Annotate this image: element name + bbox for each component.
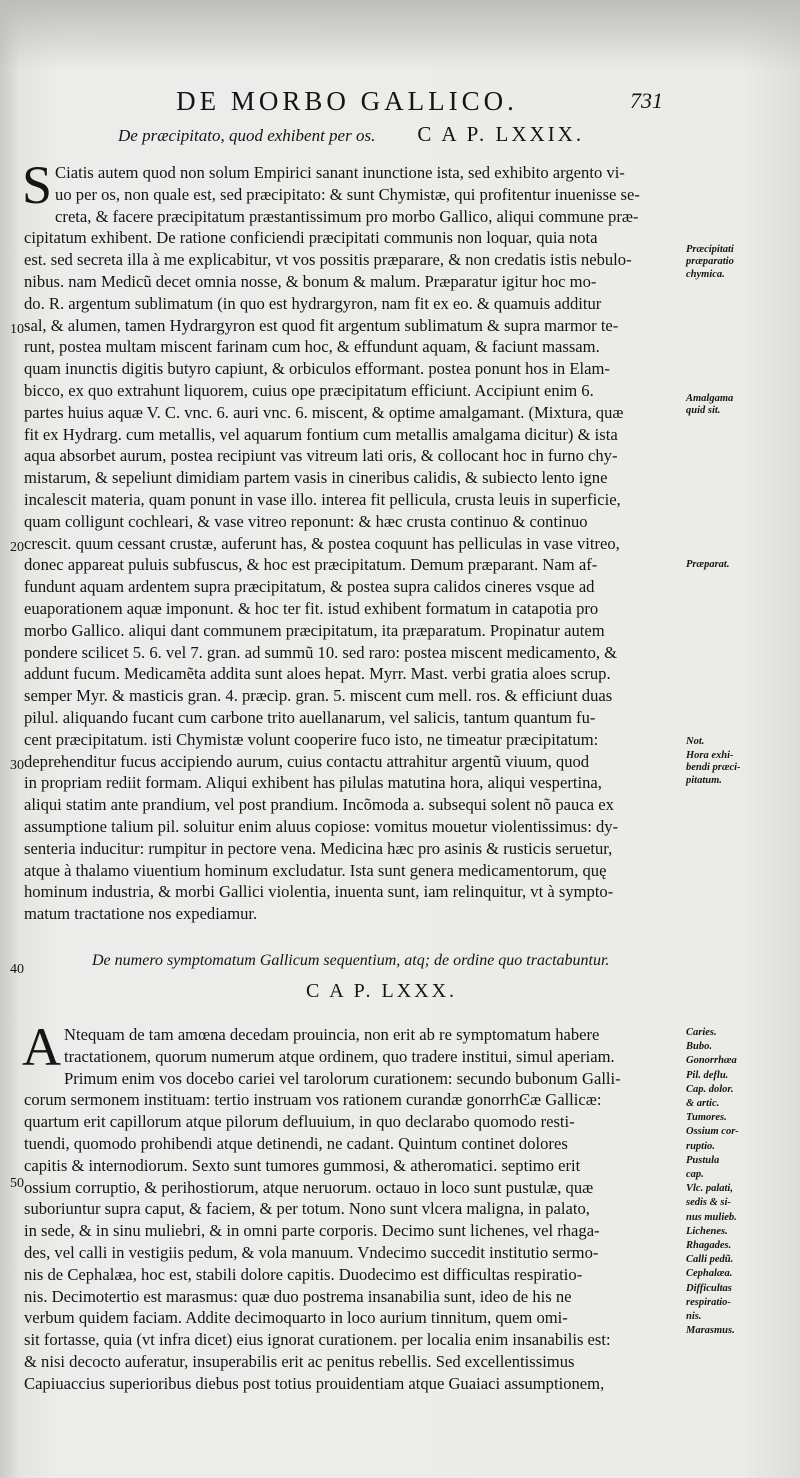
margin-note-line: Cephalæa.	[686, 1268, 733, 1280]
text-line-content: pilul. aliquando fucant cum carbone trito auellanarum, vel salicis, tantum quantum fu-	[24, 707, 596, 727]
text-line	[24, 1373, 680, 1395]
chapter-79-text	[22, 155, 680, 925]
text-line	[24, 620, 680, 642]
text-line	[24, 1133, 680, 1155]
text-line-content: cent præcipitatum. isti Chymistæ volunt cooperire fuco isto, ne timeatur præcipitatum:	[24, 729, 599, 749]
text-line	[64, 1068, 680, 1090]
text-line	[24, 249, 680, 271]
text-line	[24, 554, 680, 576]
text-line	[24, 751, 680, 773]
drop-cap: S	[22, 155, 53, 215]
text-line	[24, 772, 680, 794]
text-line	[24, 1220, 680, 1242]
margin-note-line: bendi præci-	[686, 762, 741, 774]
margin-note-line: pitatum.	[686, 774, 722, 786]
running-header	[0, 86, 690, 120]
text-line	[64, 1046, 680, 1068]
text-line-content: partes huius aquæ V. C. vnc. 6. auri vnc. 6. miscent, & optime amalgamant. (Mixtura, quæ	[24, 402, 624, 422]
line-number-30: 30	[10, 758, 24, 773]
chapter-79-heading	[118, 122, 584, 147]
text-line	[24, 271, 680, 293]
margin-note-line: Tumores.	[686, 1112, 727, 1124]
text-line	[24, 707, 680, 729]
text-line	[24, 1242, 680, 1264]
text-line	[24, 729, 680, 751]
running-title: DE MORBO GALLICO.	[176, 86, 518, 116]
text-line	[24, 881, 680, 903]
margin-note-line: respiratio-	[686, 1296, 731, 1308]
text-line-content: Capiuaccius superioribus diebus post totius prouidentiam atque Guaiaci assumptionem,	[24, 1373, 605, 1393]
text-line	[24, 489, 680, 511]
text-line-content: bicco, ex quo extrahunt liquorem, cuius ope præcipitatum efficiunt. Accipiunt enim 6.	[24, 380, 594, 400]
text-line	[24, 358, 680, 380]
line-number-50: 50	[10, 1176, 24, 1191]
text-line	[24, 511, 680, 533]
text-line-content: capitis & internodiorum. Sexto sunt tumores gummosi, & atheromatici. septimo erit	[24, 1155, 581, 1175]
text-line	[24, 1198, 680, 1220]
text-line-content: hominum industria, & morbi Gallici violentia, inuenta sunt, iam relinquitur, vt à sympto-	[24, 882, 614, 902]
margin-note-line: Præparat.	[686, 559, 730, 570]
margin-note-line: Difficultas	[686, 1282, 732, 1294]
text-line-content: addunt fucum. Medicamẽta addita sunt aloes hepat. Myrr. Mast. verbi gratia aloes scrup.	[24, 664, 611, 684]
text-line	[24, 838, 680, 860]
text-line-content: quartum erit capillorum atque pilorum defluuium, in quo declarabo quomodo resti-	[24, 1112, 575, 1132]
text-line-content: Ntequam de tam amœna decedam prouincia, non erit ab re symptomatum habere	[64, 1025, 600, 1044]
page-number: 731	[630, 88, 663, 113]
text-line-content: atque à thalamo viuentium hominum excludatur. Ista sunt genera medicamentorum, quę	[24, 860, 607, 880]
margin-note-line: nis.	[686, 1311, 702, 1323]
text-line	[24, 315, 680, 337]
text-line	[24, 1307, 680, 1329]
text-line-content: aliqui statim ante prandium, vel post prandium. Incõmoda a. subsequi solent nõ pauca ex	[24, 795, 614, 815]
margin-note-line: Lichenes.	[686, 1225, 728, 1237]
text-line	[55, 206, 680, 228]
text-line-content: in sede, & in sinu muliebri, & in omni parte corporis. Decimo sunt lichenes, vel rhaga-	[24, 1221, 600, 1241]
text-line	[24, 1329, 680, 1351]
text-line	[24, 794, 680, 816]
text-line	[24, 1264, 680, 1286]
text-line-content: assumptione talium pil. soluitur enim aluus copiose: vomitus mouetur violentissimus: dy-	[24, 816, 619, 836]
chapter-80-text	[22, 1017, 680, 1395]
text-line	[24, 1177, 680, 1199]
text-line-content: tuendi, quomodo prohibendi atque detinendi, ne cadant. Quintum continet dolores	[24, 1133, 568, 1153]
line-number-20: 20	[10, 540, 24, 555]
margin-note-line: Rhagades.	[686, 1240, 732, 1252]
margin-note-line: Caries.	[686, 1027, 717, 1038]
margin-note-line: Vlc. palati,	[686, 1183, 733, 1195]
text-line-content: Primum enim vos docebo cariei vel tarolorum curationem: secundo bubonum Galli-	[64, 1068, 621, 1088]
chapter-80-number: C A P. LXXX.	[306, 980, 458, 1002]
chapter-79-subtitle: De præcipitato, quod exhibent per os.	[118, 126, 376, 145]
margin-note-line: Hora exhi-	[686, 750, 734, 761]
margin-note-line: cap.	[686, 1169, 704, 1181]
text-line-content: nis de Cephalæa, hoc est, stabili dolore capitis. Duodecimo est difficultas respiratio-	[24, 1264, 583, 1284]
margin-note-praeparat	[686, 559, 796, 571]
text-line-content: ossium corruptio, & perihostiorum, atque neruorum. octauo in loco sunt pustulæ, quæ	[24, 1177, 594, 1197]
margin-note-line: Amalgama	[686, 393, 734, 404]
text-line	[24, 380, 680, 402]
margin-note-line: sedis & si-	[686, 1197, 731, 1209]
margin-note-line: & artic.	[686, 1098, 720, 1110]
text-line-content: quam colligunt cochleari, & vase vitreo reponunt: & hæc crusta continuo & continuo	[24, 511, 588, 531]
text-line	[24, 1111, 680, 1133]
margin-note-line: Pustula	[686, 1154, 720, 1166]
margin-note-praecipitati	[686, 244, 796, 281]
margin-note-not	[686, 736, 796, 748]
text-line-content: aqua absorbet aurum, postea recipiunt vas vitreum lati oris, & collocant hoc in furno chy-	[24, 446, 618, 466]
text-line-content: crescit. quum cessant crustæ, auferunt has, & postea coquunt has pelliculas in vase vitreo,	[24, 533, 620, 553]
text-line-content: verbum quidem faciam. Addite decimoquarto in loco aurium tinnitum, quem omi-	[24, 1308, 568, 1328]
margin-note-line: Præcipitati	[686, 244, 734, 255]
text-line-content: senteria inducitur: rumpitur in pectore vena. Medicina hæc pro asinis & rusticis seruetur,	[24, 838, 613, 858]
text-line	[24, 903, 680, 925]
text-line	[24, 1351, 680, 1373]
margin-note-line: Cap. dolor.	[686, 1083, 734, 1095]
text-line-content: & nisi decocto auferatur, insuperabilis erit ac penitus rebellis. Sed excellentissimus	[24, 1351, 575, 1371]
margin-note-line: Marasmus.	[686, 1325, 735, 1337]
text-line-content: nis. Decimotertio est marasmus: quæ duo postrema insanabilia sunt, ideo de his ne	[24, 1286, 572, 1306]
text-line-content: euaporationem aquæ imponunt. & hoc ter fit. istud exhibent formatum in catapotia pro	[24, 598, 599, 618]
text-line	[24, 293, 680, 315]
line-number-10: 10	[10, 322, 24, 337]
margin-note-amalgama	[686, 393, 796, 418]
text-line	[24, 816, 680, 838]
text-line-content: donec appareat puluis subfuscus, & hoc est præcipitatum. Demum præparant. Nam af-	[24, 555, 598, 575]
text-line-content: sit fortasse, quia (vt infra dicet) eius ignorat curationem. per localia enim insanabilis est:	[24, 1330, 611, 1350]
text-line-content: suboriuntur supra caput, & faciem, & per totum. Nono sunt vlcera maligna, in palato,	[24, 1199, 590, 1219]
text-line	[24, 336, 680, 358]
text-line	[24, 467, 680, 489]
chapter-79-number: C A P. LXXIX.	[417, 122, 585, 146]
text-line	[24, 1286, 680, 1308]
line-number-40: 40	[10, 962, 24, 977]
margin-note-hora	[686, 750, 796, 787]
margin-note-line: ruptio.	[686, 1140, 715, 1152]
text-line	[24, 1089, 680, 1111]
margin-note-line: præparatio	[686, 256, 734, 268]
text-line	[24, 576, 680, 598]
text-line	[24, 402, 680, 424]
page-shadow	[0, 0, 800, 70]
margin-note-line: Ossium cor-	[686, 1126, 739, 1138]
margin-note-line: Calli pedũ.	[686, 1254, 734, 1266]
text-line-content: deprehenditur fucus accipiendo aurum, cuius contactu attrahitur argentũ viuum, quod	[24, 751, 590, 771]
text-line-content: quam inunctis digitis butyro capiunt, & orbiculos efformant. postea ponunt hos in Elam-	[24, 359, 610, 379]
text-line-content: corum sermonem instituam: tertio instruam vos rationem curandæ gonorrhϾæ Gallicæ:	[24, 1090, 602, 1110]
margin-note-symptoms	[686, 1026, 796, 1338]
text-line-content: incalescit materia, quam ponunt in vase illo. interea fit pellicula, crusta leuis in superficie,	[24, 489, 621, 509]
text-line-content: pondere scilicet 5. 6. vel 7. gran. ad summũ 10. sed raro: postea miscent medicamento, &	[24, 642, 618, 662]
margin-note-line: quid sit.	[686, 405, 721, 417]
text-line	[24, 642, 680, 664]
text-line-content: do. R. argentum sublimatum (in quo est hydrargyron, nam fit ex eo. & quamuis additur	[24, 293, 602, 313]
text-line-content: nibus. nam Medicũ decet omnia nosse, & bonum & malum. Præparatur igitur hoc mo-	[24, 271, 597, 291]
margin-note-line: Gonorrhæa	[686, 1055, 737, 1067]
text-line-content: cipitatum exhibent. De ratione conficiendi præcipitati communis non loquar, quia nota	[24, 228, 598, 248]
text-line	[24, 533, 680, 555]
text-line	[24, 860, 680, 882]
text-line-content: Ciatis autem quod non solum Empirici sanant inunctione ista, sed exhibito argento vi-	[55, 163, 625, 182]
text-line	[24, 162, 680, 184]
text-line-content: des, vel calli in vestigiis pedum, & vola manuum. Vndecimo succedit institutio sermo-	[24, 1242, 599, 1262]
drop-cap: A	[22, 1017, 61, 1077]
text-line-content: morbo Gallico. aliqui dant communem præcipitatum, ita præparatum. Propinatur autem	[24, 620, 605, 640]
text-line-content: tractationem, quorum numerum atque ordinem, quo tradere institui, simul aperiam.	[64, 1046, 615, 1066]
text-line	[24, 1155, 680, 1177]
text-line	[24, 1024, 680, 1046]
text-line-content: uo per os, non quale est, sed præcipitato: & sunt Chymistæ, qui profitentur inuenisse se-	[55, 184, 640, 204]
text-line	[55, 184, 680, 206]
text-line-content: sal, & alumen, tamen Hydrargyron est quod fit argentum sublimatum & supra marmor te-	[24, 315, 619, 335]
margin-note-line: nus mulieb.	[686, 1211, 737, 1223]
text-line	[24, 663, 680, 685]
text-line-content: in propriam rediit formam. Aliqui exhibent has pilulas matutina hora, aliqui vespertina,	[24, 773, 602, 793]
margin-note-line: Bubo.	[686, 1041, 712, 1053]
chapter-80-subtitle: De numero symptomatum Gallicum sequentium, atq; de ordine quo tractabuntur.	[92, 952, 610, 969]
text-line	[24, 685, 680, 707]
text-line-content: creta, & facere præcipitatum præstantissimum pro morbo Gallico, aliqui commune præ-	[55, 206, 639, 226]
margin-note-line: chymica.	[686, 268, 725, 280]
text-line-content: runt, postea multam miscent farinam cum hoc, & effundunt aquam, & faciunt massam.	[24, 337, 600, 357]
text-line	[24, 227, 680, 249]
margin-note-line: Not.	[686, 736, 705, 747]
margin-note-line: Pil. deflu.	[686, 1069, 729, 1081]
text-line-content: est. sed secreta illa à me explicabitur, vt vos possitis præparare, & non credatis istis nebulo-	[24, 250, 632, 270]
text-line	[24, 424, 680, 446]
text-line-content: matum tractatione nos expediamur.	[24, 904, 258, 924]
text-line-content: mistarum, & sepeliunt dimidiam partem vasis in cineribus calidis, & subiecto lento igne	[24, 468, 608, 488]
text-line	[24, 598, 680, 620]
text-line	[24, 445, 680, 467]
text-line-content: fundunt aquam ardentem supra præcipitatum, & postea supra calidos cineres vsque ad	[24, 577, 595, 597]
text-line-content: fit ex Hydrarg. cum metallis, vel aquarum fontium cum metallis amalgama dicitur) & ista	[24, 424, 618, 444]
text-line-content: semper Myr. & masticis gran. 4. præcip. gran. 5. miscent cum mell. ros. & efficiunt duas	[24, 686, 613, 706]
